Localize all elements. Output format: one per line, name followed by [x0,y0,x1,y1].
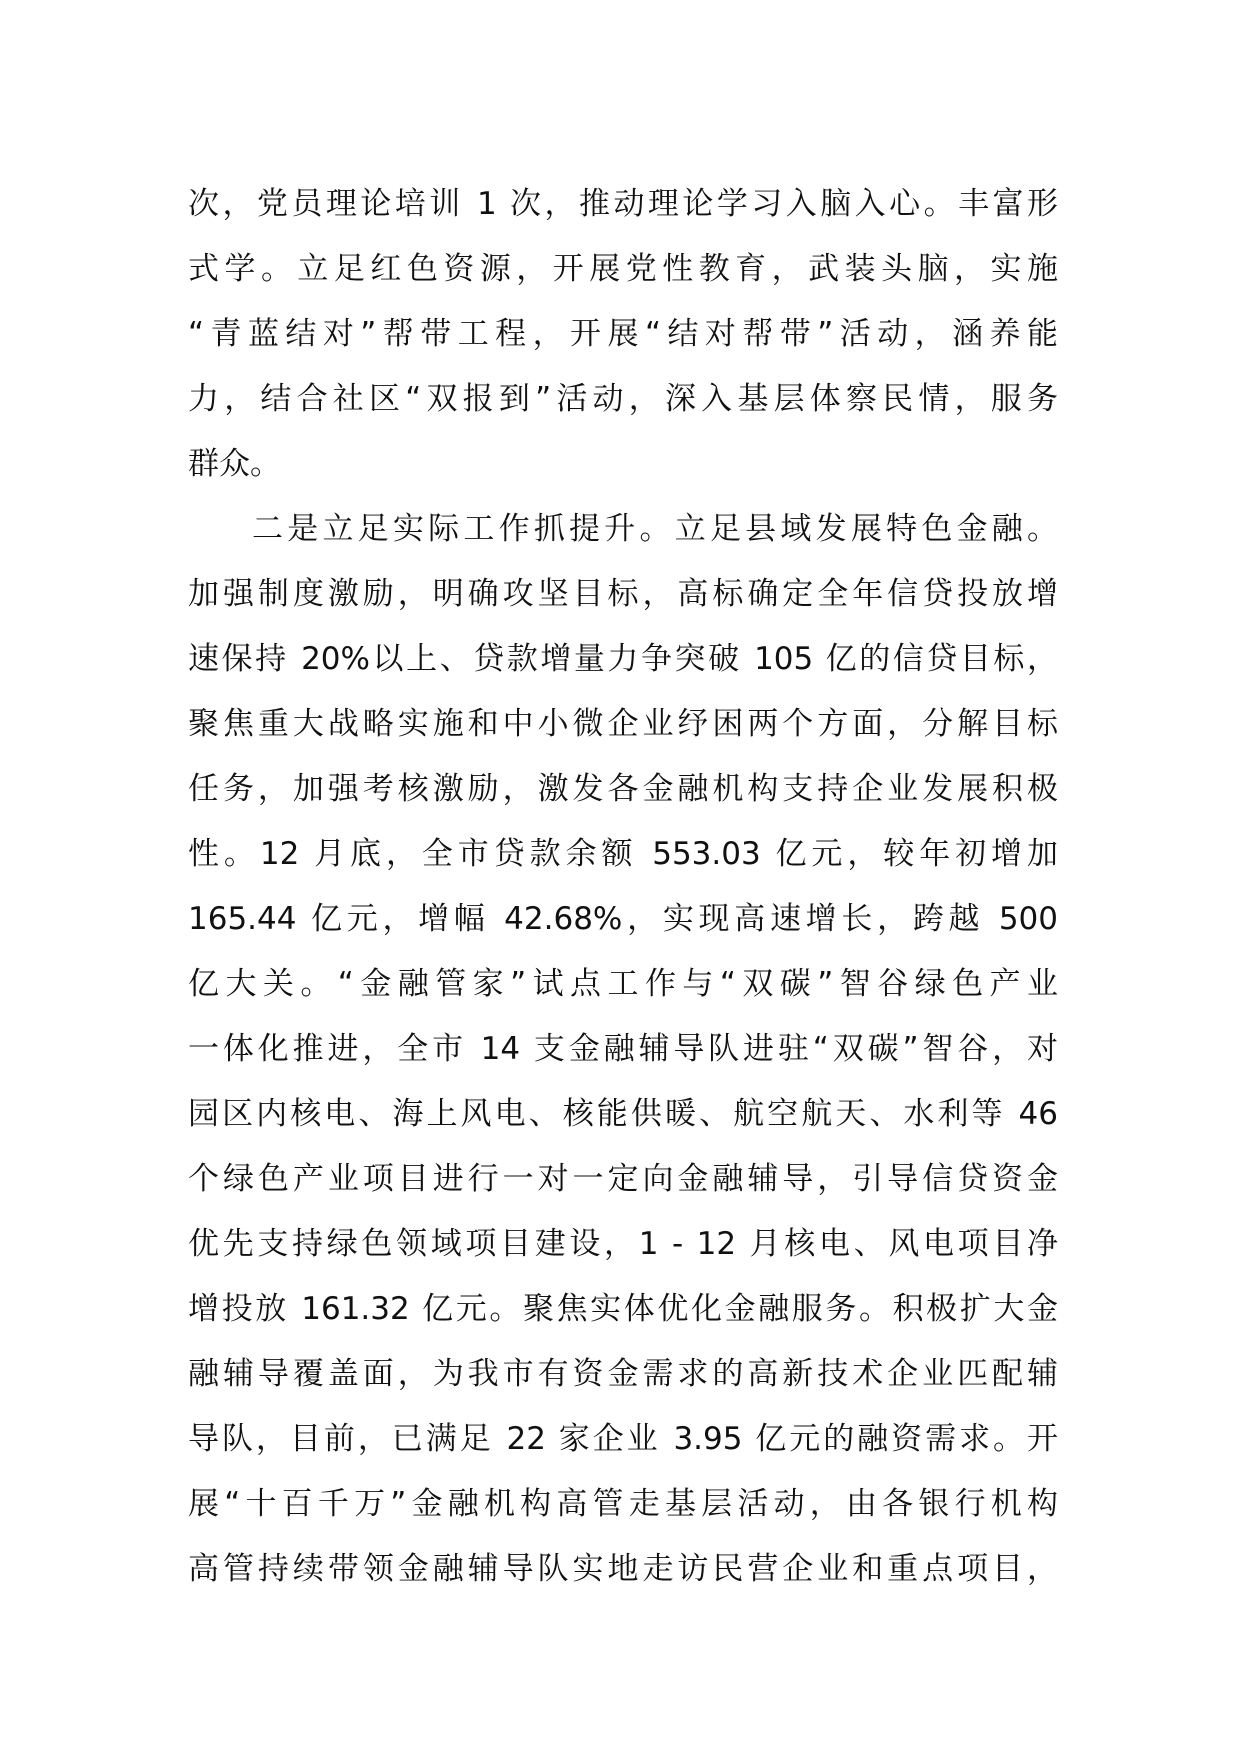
text-line-18: 增投放 161.32 亿元。聚焦实体优化金融服务。积极扩大金 [188,1291,1058,1327]
text-line-22: 高管持续带领金融辅导队实地走访民营企业和重点项目， [188,1551,1058,1587]
text-line-15: 园区内核电、海上风电、核能供暖、航空航天、水利等 46 [188,1096,1058,1132]
text-line-6: 二是立足实际工作抓提升。立足县域发展特色金融。 [252,511,1058,547]
text-line-19: 融辅导覆盖面，为我市有资金需求的高新技术企业匹配辅 [188,1356,1058,1392]
text-line-16: 个绿色产业项目进行一对一定向金融辅导，引导信贷资金 [188,1161,1058,1197]
text-line-9: 聚焦重大战略实施和中小微企业纾困两个方面，分解目标 [188,706,1058,742]
text-line-2: 式学。立足红色资源，开展党性教育，武装头脑，实施 [188,251,1058,287]
text-line-14: 一体化推进，全市 14 支金融辅导队进驻“双碳”智谷，对 [188,1031,1058,1067]
text-line-4: 力，结合社区“双报到”活动，深入基层体察民情，服务 [188,381,1058,417]
text-line-1: 次，党员理论培训 1 次，推动理论学习入脑入心。丰富形 [188,186,1058,222]
text-line-17: 优先支持绿色领域项目建设，1 - 12 月核电、风电项目净 [188,1226,1058,1262]
text-line-3: “青蓝结对”帮带工程，开展“结对帮带”活动，涵养能 [188,316,1058,352]
text-line-13: 亿大关。“金融管家”试点工作与“双碳”智谷绿色产业 [188,966,1058,1002]
text-line-5: 群众。 [188,446,281,482]
text-line-7: 加强制度激励，明确攻坚目标，高标确定全年信贷投放增 [188,576,1058,612]
text-line-21: 展“十百千万”金融机构高管走基层活动，由各银行机构 [188,1486,1058,1522]
body-text [188,172,1058,1602]
text-line-8: 速保持 20%以上、贷款增量力争突破 105 亿的信贷目标， [188,641,1058,677]
text-line-10: 任务，加强考核激励，激发各金融机构支持企业发展积极 [188,771,1058,807]
text-line-11: 性。12 月底，全市贷款余额 553.03 亿元，较年初增加 [188,836,1058,872]
text-line-20: 导队，目前，已满足 22 家企业 3.95 亿元的融资需求。开 [188,1421,1058,1457]
text-line-12: 165.44 亿元，增幅 42.68%，实现高速增长，跨越 500 [188,901,1058,937]
